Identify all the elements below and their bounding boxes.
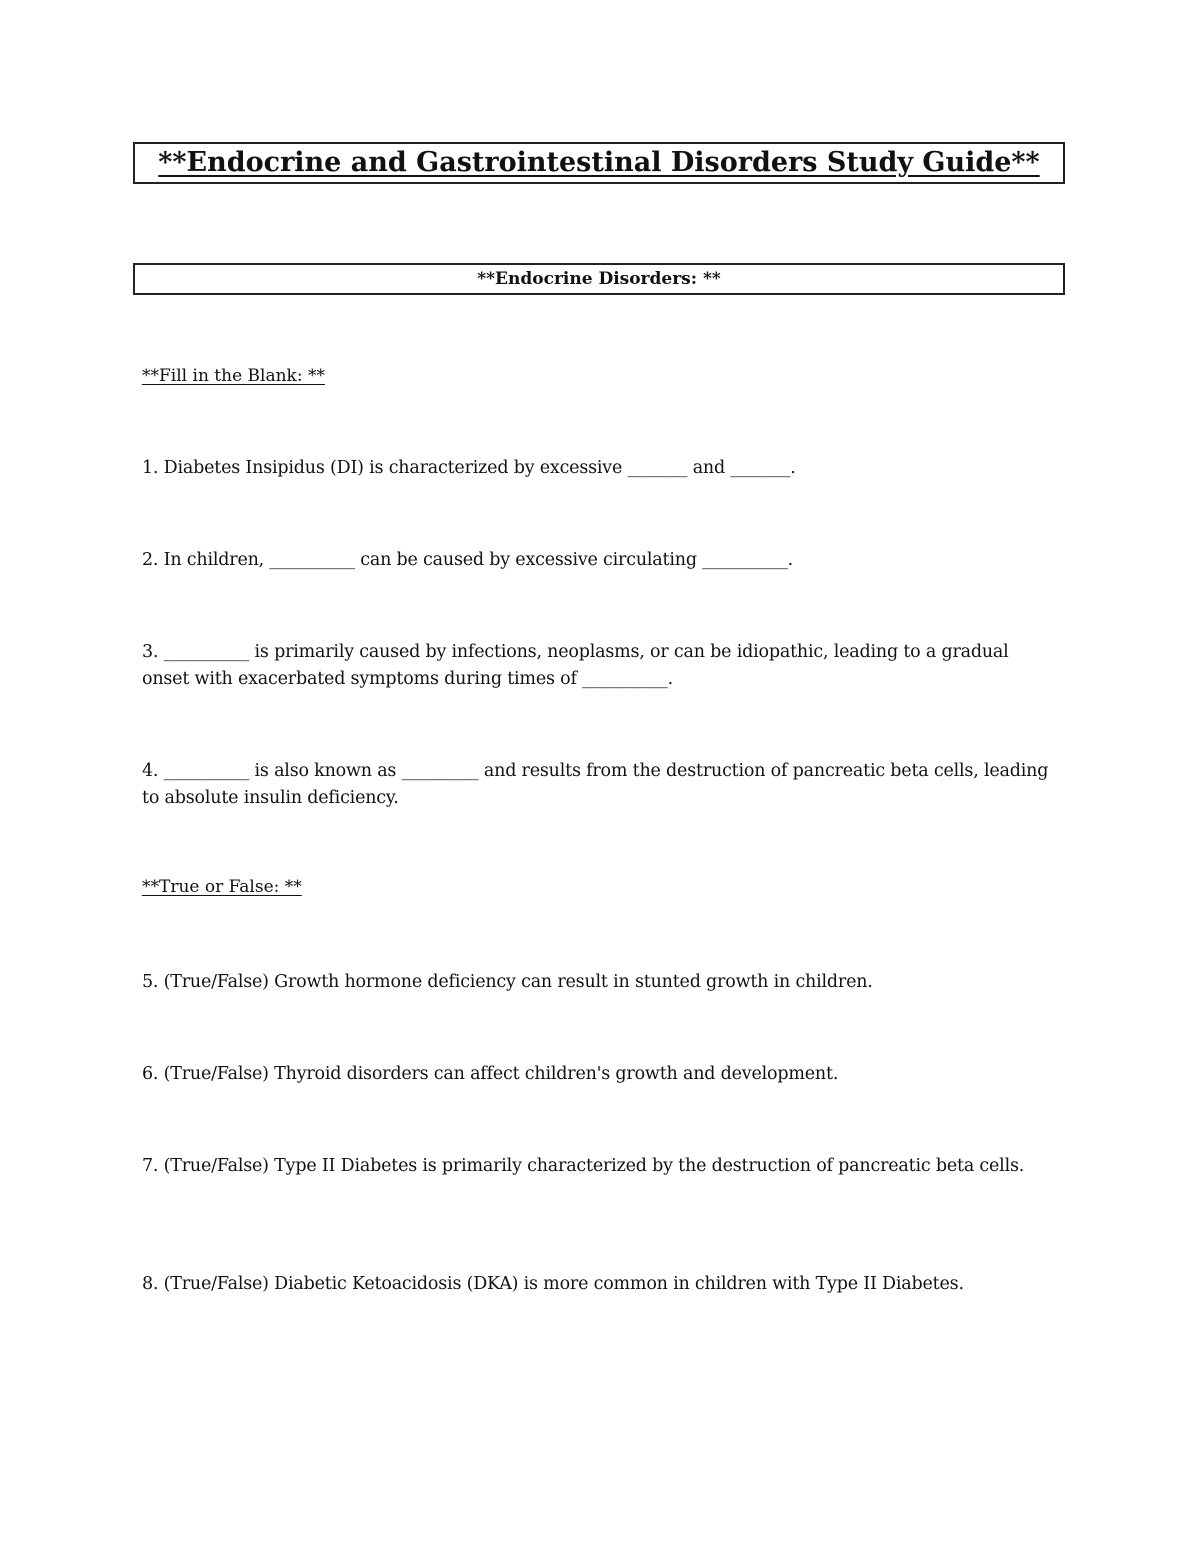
true-false-heading: **True or False: ** [142, 877, 302, 897]
section-heading: **Endocrine Disorders: ** [477, 269, 721, 289]
question-5: 5. (True/False) Growth hormone deficiency can result in stunted growth in children. [142, 972, 873, 992]
title-box [133, 142, 1065, 184]
section-heading-box [133, 263, 1065, 295]
question-4: 4. __________ is also known as _________ and results from the destruction of pancreatic beta cells, leading to absolute insulin deficiency. [142, 761, 1049, 808]
question-3: 3. __________ is primarily caused by infections, neoplasms, or can be idiopathic, leading to a gradual onset with exacerbated symptoms during times of __________. [142, 642, 1009, 689]
question-2: 2. In children, __________ can be caused by excessive circulating __________. [142, 550, 794, 570]
question-7: 7. (True/False) Type II Diabetes is primarily characterized by the destruction of pancreatic beta cells. [142, 1156, 1025, 1176]
document-title: **Endocrine and Gastrointestinal Disorders Study Guide** [158, 147, 1040, 178]
question-1: 1. Diabetes Insipidus (DI) is characterized by excessive _______ and _______. [142, 458, 796, 478]
fill-in-blank-heading: **Fill in the Blank: ** [142, 366, 325, 386]
question-8: 8. (True/False) Diabetic Ketoacidosis (DKA) is more common in children with Type II Diabetes. [142, 1274, 964, 1294]
question-6: 6. (True/False) Thyroid disorders can affect children's growth and development. [142, 1064, 839, 1084]
